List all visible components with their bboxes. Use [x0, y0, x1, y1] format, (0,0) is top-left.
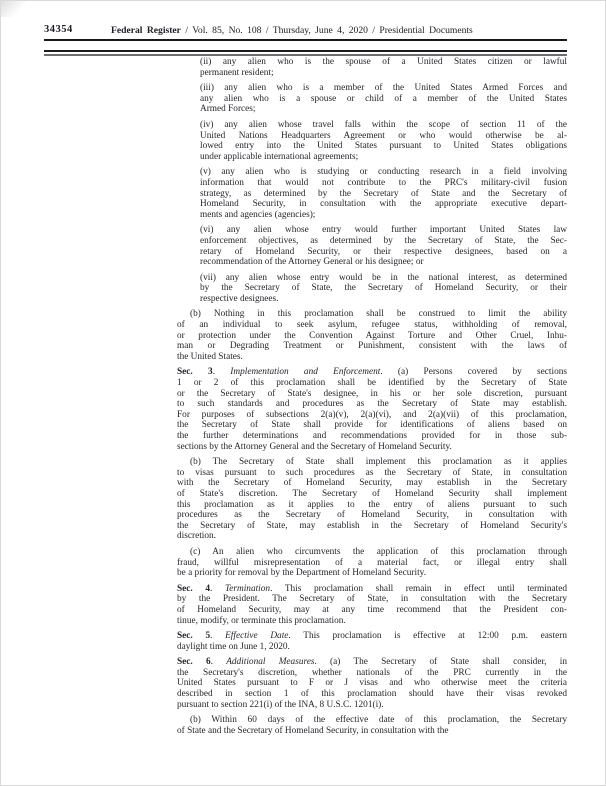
text-line [177, 367, 567, 378]
text-line: (v) any alien who is studying or conducting research in a field involving [200, 167, 567, 178]
text-line: of State and the Secretary of Homeland Security, in consultation with the [177, 725, 449, 736]
text-segment: . [210, 583, 225, 594]
text-line: discretion. [177, 531, 216, 542]
text-line [177, 657, 567, 668]
text-line: with the Secretary of Homeland Security, may establish in the Secretary [177, 478, 567, 489]
text-line [177, 584, 567, 595]
paragraph [200, 167, 567, 220]
text-line: any alien who is a spouse or child of a member of the United States [200, 93, 567, 104]
section-label: Sec. 6 [177, 657, 211, 668]
paragraph [200, 120, 567, 162]
text-segment: . (a) The Secretary of State shall consider, in [314, 657, 567, 668]
section-label: Sec. 3 [177, 367, 213, 378]
paragraph [177, 309, 567, 362]
text-line: recommendation of the Attorney General or his designee; or [200, 257, 424, 268]
document-body [177, 57, 567, 736]
paragraph [177, 584, 567, 626]
running-head-citation: / Vol. 85, No. 108 / Thursday, June 4, 2020 / Presidential Documents [180, 25, 473, 36]
text-line: United States pursuant to F or J visas and who otherwise meet the criteria [177, 678, 567, 689]
paragraph [177, 631, 567, 652]
text-line: or protection under the Convention Against Torture and Other Cruel, Inhu- [177, 330, 567, 341]
text-line: of State's discretion. The Secretary of Homeland Security shall implement [177, 488, 567, 499]
text-line: to visas pursuant to such procedures as the Secretary of State, in consultation [177, 467, 567, 478]
text-line: (b) Nothing in this proclamation shall be construed to limit the ability [190, 309, 567, 320]
text-line: fraud, willful misrepresentation of a material fact, or illegal entry shall [177, 557, 567, 568]
header-rule-thin [44, 39, 567, 41]
section-title: Implementation and Enforcement [230, 367, 381, 378]
running-head [111, 25, 473, 36]
text-segment: . [210, 631, 226, 642]
paragraph [200, 83, 567, 115]
text-segment: . [210, 657, 227, 668]
text-line: retary of Homeland Security, or their respective designees, based on a [200, 246, 567, 257]
text-line: lowed entry into the United States pursuant to United States obligations [200, 141, 567, 152]
text-line: For purposes of subsections 2(a)(v), 2(a)(vi), and 2(a)(vii) of this proclamation, [177, 409, 567, 420]
text-line: ments and agencies (agencies); [200, 209, 316, 220]
scan-corner-artifact [1, 1, 27, 17]
text-line: of an individual to seek asylum, refugee status, withholding of removal, [177, 320, 567, 331]
text-line: (vii) any alien whose entry would be in the national interest, as determined [200, 272, 567, 283]
text-line: 1 or 2 of this proclamation shall be identified by the Secretary of State [177, 378, 567, 389]
section-label: Sec. 4 [177, 583, 210, 594]
text-line: (b) The Secretary of State shall implement this proclamation as it applies [190, 457, 567, 468]
paragraph [177, 547, 567, 579]
text-line: (ii) any alien who is the spouse of a United States citizen or lawful [200, 57, 567, 67]
text-line: man or Degrading Treatment or Punishment, consistent with the laws of [177, 341, 567, 352]
text-line [177, 631, 567, 642]
text-line: (b) Within 60 days of the effective date of this proclamation, the Secretary [190, 715, 567, 726]
paragraph [177, 457, 567, 542]
text-line: daylight time on June 1, 2020. [177, 641, 290, 652]
text-line: this proclamation as it applies to the entry of aliens pursuant to such [177, 499, 567, 510]
text-line: the Secretary of State shall provide for identifications of aliens based on [177, 420, 567, 431]
text-line: information that would not contribute to the PRC's military-civil fusion [200, 177, 567, 188]
text-line: sections by the Attorney General and the Secretary of Homeland Security. [177, 441, 452, 452]
text-line: permanent resident; [200, 67, 274, 78]
text-line: described in section 1 of this proclamation should have their visas revoked [177, 689, 567, 700]
text-line: of Homeland Security, may at any time recommend that the President con- [177, 604, 567, 615]
text-segment: . This proclamation shall remain in effect until terminated [270, 583, 567, 594]
text-segment: . This proclamation is effective at 12:00 p.m. eastern [288, 631, 567, 642]
page-number: 34354 [44, 24, 73, 35]
text-line: pursuant to section 221(i) of the INA, 8 U.S.C. 1201(i). [177, 699, 384, 710]
section-title: Additional Measures [226, 657, 315, 668]
text-line: tinue, modify, or terminate this proclamation. [177, 615, 346, 626]
text-line: the further determinations and recommendations provided for in those sub- [177, 431, 567, 441]
text-line: under applicable international agreements; [200, 151, 359, 162]
paragraph [200, 57, 567, 78]
section-label: Sec. 5 [177, 631, 211, 642]
header-rule-double [44, 50, 567, 56]
text-line: respective designees. [200, 293, 279, 304]
section-title: Termination [224, 583, 271, 594]
paragraph [200, 273, 567, 305]
paragraph [177, 715, 567, 736]
text-line: to such standards and procedures as the Secretary of State may establish. [177, 399, 567, 410]
paragraph [177, 657, 567, 710]
text-line: strategy, as determined by the Secretary of State and the Secretary of [200, 188, 567, 199]
text-line: (iii) any alien who is a member of the United States Armed Forces and [200, 83, 567, 94]
text-segment: . [212, 367, 231, 378]
text-line: be a priority for removal by the Department of Homeland Security. [177, 568, 427, 579]
text-line: the Secretary of State, may establish in the Secretary of Homeland Security's [177, 520, 567, 531]
text-line: Homeland Security, in consultation with the appropriate executive depart- [200, 199, 567, 210]
text-line: by the President. The Secretary of State, in consultation with the Secretary [177, 594, 567, 605]
text-line: the Secretary's discretion, whether nationals of the PRC currently in the [177, 667, 567, 678]
running-head-brand: Federal Register [111, 25, 181, 36]
text-line: Armed Forces; [200, 104, 256, 115]
text-line: by the Secretary of State, the Secretary of Homeland Security, or their [200, 283, 567, 294]
text-segment: . (a) Persons covered by sections [380, 367, 567, 378]
text-line: (iv) any alien whose travel falls within the scope of section 11 of the [200, 119, 567, 130]
section-title: Effective Date [225, 631, 289, 642]
text-line: (c) An alien who circumvents the application of this proclamation through [190, 546, 567, 557]
text-line: the United States. [177, 351, 243, 362]
paragraph [200, 225, 567, 267]
text-line: (vi) any alien whose entry would further important United States law [200, 225, 567, 236]
paragraph [177, 367, 567, 452]
text-line: or the Secretary of State's designee, in his or her sole discretion, pursuant [177, 388, 567, 399]
text-line: procedures as the Secretary of Homeland Security, in consultation with [177, 510, 567, 521]
text-line: United Nations Headquarters Agreement or who would otherwise be al- [200, 130, 567, 141]
text-line: enforcement objectives, as determined by the Secretary of State, the Sec- [200, 235, 567, 246]
